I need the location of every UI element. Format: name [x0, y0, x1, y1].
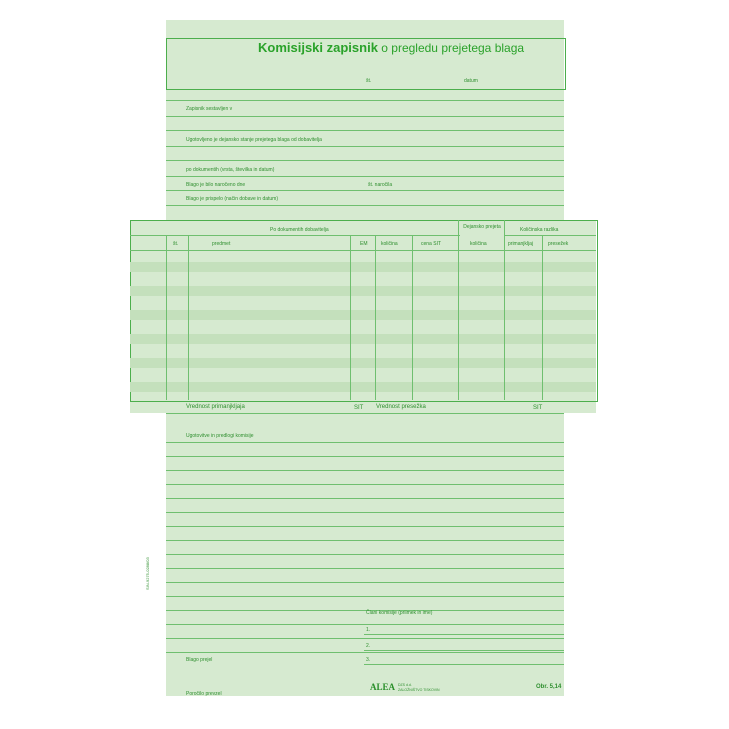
row-stripe [130, 262, 596, 272]
alea-logo: ALEA [370, 682, 396, 692]
member-1: 1. [366, 627, 371, 633]
row-stripe [130, 310, 596, 320]
col-kolicina2: količina [470, 241, 487, 247]
rule [130, 250, 596, 251]
row-stripe [130, 382, 596, 392]
prevzel-label: Poročilo prevzel [186, 691, 222, 697]
rule [166, 484, 564, 485]
sit-1: SIT [354, 405, 364, 411]
rule [166, 470, 564, 471]
rule [166, 526, 564, 527]
rule [166, 146, 564, 147]
rule [166, 116, 564, 117]
col-predmet: predmet [212, 241, 231, 247]
rule [166, 624, 564, 625]
member-3: 3. [366, 657, 371, 663]
col-divider [504, 220, 505, 400]
rule [166, 582, 564, 583]
sestavljen-label: Zapisnik sestavljen v [186, 106, 233, 112]
col-divider [458, 220, 459, 400]
rule [166, 456, 564, 457]
signature-line [364, 634, 564, 635]
logo-sub1: DZS d.d. [398, 683, 412, 687]
col-cena: cena SIT [421, 241, 442, 247]
rule [166, 205, 564, 206]
rule [166, 498, 564, 499]
prispelo-label: Blago je prispelo (način dobave in datum) [186, 196, 278, 202]
presezek-total: Vrednost presežka [376, 404, 426, 410]
side-code: SIN-9275-0288/03 [145, 557, 150, 590]
col-kolicina: količina [381, 241, 398, 247]
member-2: 2. [366, 643, 371, 649]
col-divider [375, 235, 376, 400]
st-narocila-label: št. naročila [368, 182, 393, 188]
sit-2: SIT [533, 405, 543, 411]
rule [166, 596, 564, 597]
col-em: EM [360, 241, 368, 247]
rule [166, 638, 564, 639]
primanjkljaj-total: Vrednost primanjkljaja [186, 404, 245, 410]
form-title: Komisijski zapisnik o pregledu prejetega blaga [258, 40, 525, 55]
rule [166, 130, 564, 131]
ugotovljeno-label: Ugotovljeno je dejansko stanje prejetega blaga od dobavitelja [186, 137, 322, 143]
rule [130, 235, 460, 236]
rule [166, 176, 564, 177]
rule [166, 652, 564, 653]
rule [166, 160, 564, 161]
col-st: št. [173, 241, 179, 247]
group-razlika-header: Količinska razlika [520, 227, 559, 233]
rule [166, 610, 564, 611]
row-stripe [130, 286, 596, 296]
col-divider [542, 235, 543, 400]
col-divider [412, 235, 413, 400]
rule [504, 235, 596, 236]
col-presezek: presežek [548, 241, 569, 247]
col-divider [188, 235, 189, 400]
rule [166, 540, 564, 541]
rule [166, 190, 564, 191]
form-number: Obr. 5,14 [536, 684, 562, 690]
ugotovitve-label: Ugotovitve in predlogi komisije [186, 433, 254, 439]
datum-label: datum [464, 78, 478, 84]
col-primanjkljaj: primanjkljaj [508, 241, 534, 247]
rule [166, 554, 564, 555]
col-divider [166, 235, 167, 400]
row-stripe [130, 358, 596, 368]
rule [166, 568, 564, 569]
col-divider [350, 235, 351, 400]
signature-line [364, 650, 564, 651]
signature-line [364, 664, 564, 665]
group-dejansko-header: Dejansko prejeta [463, 224, 501, 230]
rule [166, 413, 564, 414]
row-stripe [130, 334, 596, 344]
dokumenti-label: po dokumentih (vrsta, številka in datum) [186, 167, 275, 173]
blago-prejel-label: Blago prejel [186, 657, 213, 663]
naroceno-label: Blago je bilo naročeno dne [186, 182, 246, 188]
logo-sub2: ZALOŽNIŠTVO TISKOVIN [398, 688, 440, 692]
rule [166, 512, 564, 513]
st-label: št. [366, 78, 372, 84]
rule [166, 442, 564, 443]
clani-label: Člani komisije (priimek in ime) [366, 610, 433, 616]
group-doc-header: Po dokumentih dobavitelja [270, 227, 329, 233]
rule [166, 100, 564, 101]
